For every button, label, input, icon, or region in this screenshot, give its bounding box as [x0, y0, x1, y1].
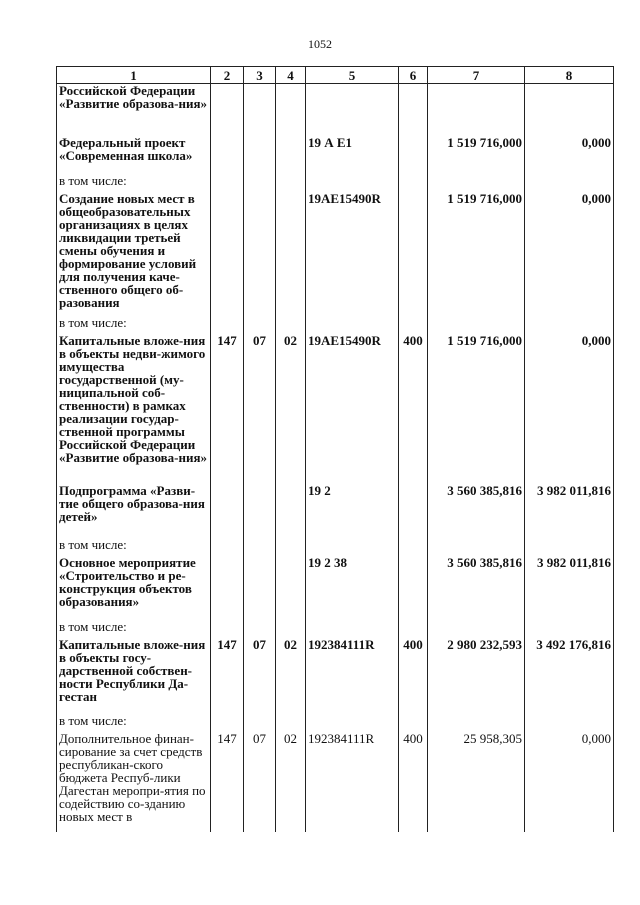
cell-col8 [525, 620, 614, 638]
cell-col6: 400 [399, 334, 428, 484]
cell-col8 [525, 316, 614, 334]
cell-col2 [211, 556, 244, 620]
column-header: 7 [428, 67, 525, 84]
cell-col8: 3 982 011,816 [525, 556, 614, 620]
cell-col4 [276, 714, 306, 732]
column-header: 5 [306, 67, 399, 84]
cell-col2 [211, 316, 244, 334]
cell-col6 [399, 484, 428, 538]
cell-col8: 3 492 176,816 [525, 638, 614, 714]
cell-col5 [306, 84, 399, 136]
column-header: 8 [525, 67, 614, 84]
row-name: в том числе: [57, 316, 211, 334]
cell-col3: 07 [244, 732, 276, 832]
cell-col5: 192384111R [306, 638, 399, 714]
cell-col2 [211, 484, 244, 538]
table-row [57, 316, 614, 334]
cell-col5: 192384111R [306, 732, 399, 832]
cell-col5: 19AE15490R [306, 192, 399, 316]
column-header: 4 [276, 67, 306, 84]
cell-col4: 02 [276, 334, 306, 484]
cell-col8: 0,000 [525, 334, 614, 484]
table-row [57, 732, 614, 832]
row-name: Капитальные вложе-ния в объекты госу-дарственной собствен-ности Республики Да-гестан [57, 638, 211, 714]
cell-col8: 0,000 [525, 192, 614, 316]
cell-col5: 19 А Е1 [306, 136, 399, 174]
cell-col6 [399, 556, 428, 620]
cell-col8 [525, 538, 614, 556]
cell-col2 [211, 714, 244, 732]
cell-col3 [244, 136, 276, 174]
cell-col8: 3 982 011,816 [525, 484, 614, 538]
cell-col4 [276, 192, 306, 316]
budget-table [56, 66, 614, 832]
cell-col7 [428, 620, 525, 638]
cell-col2 [211, 620, 244, 638]
cell-col6 [399, 192, 428, 316]
cell-col3 [244, 620, 276, 638]
cell-col4 [276, 174, 306, 192]
column-header: 3 [244, 67, 276, 84]
cell-col7: 1 519 716,000 [428, 136, 525, 174]
cell-col3 [244, 556, 276, 620]
cell-col6: 400 [399, 732, 428, 832]
table-row [57, 638, 614, 714]
cell-col2 [211, 538, 244, 556]
row-name: в том числе: [57, 174, 211, 192]
cell-col3: 07 [244, 334, 276, 484]
cell-col3 [244, 84, 276, 136]
table-row [57, 136, 614, 174]
row-name: Дополнительное финан-сирование за счет средств республикан-ского бюджета Респуб-лики Дагестан меропри-ятия по содействию со-зданию новых мест в [57, 732, 211, 832]
cell-col5 [306, 620, 399, 638]
cell-col4 [276, 484, 306, 538]
table-row [57, 484, 614, 538]
cell-col8 [525, 714, 614, 732]
cell-col3 [244, 538, 276, 556]
cell-col6 [399, 174, 428, 192]
cell-col7: 3 560 385,816 [428, 484, 525, 538]
cell-col3 [244, 714, 276, 732]
cell-col4: 02 [276, 638, 306, 714]
cell-col6 [399, 84, 428, 136]
cell-col7: 25 958,305 [428, 732, 525, 832]
row-name: Подпрограмма «Разви-тие общего образова-ния детей» [57, 484, 211, 538]
cell-col4 [276, 316, 306, 334]
row-name: Федеральный проект «Современная школа» [57, 136, 211, 174]
row-name: Создание новых мест в общеобразовательных организациях в целях ликвидации третьей смены обучения и формирование условий для получения каче-ственного общего об-разования [57, 192, 211, 316]
cell-col6: 400 [399, 638, 428, 714]
cell-col6 [399, 620, 428, 638]
row-name: Российской Федерации «Развитие образова-ния» [57, 84, 211, 136]
cell-col4 [276, 556, 306, 620]
cell-col3 [244, 316, 276, 334]
header-row [57, 67, 614, 84]
row-name: в том числе: [57, 620, 211, 638]
cell-col2 [211, 174, 244, 192]
cell-col7 [428, 316, 525, 334]
cell-col7: 1 519 716,000 [428, 334, 525, 484]
cell-col7 [428, 538, 525, 556]
row-name: в том числе: [57, 714, 211, 732]
cell-col3 [244, 484, 276, 538]
cell-col5: 19 2 [306, 484, 399, 538]
table-row [57, 620, 614, 638]
table-row [57, 334, 614, 484]
cell-col7 [428, 714, 525, 732]
cell-col6 [399, 136, 428, 174]
cell-col6 [399, 714, 428, 732]
cell-col7 [428, 84, 525, 136]
cell-col3 [244, 192, 276, 316]
cell-col8: 0,000 [525, 732, 614, 832]
table-row [57, 174, 614, 192]
cell-col5 [306, 174, 399, 192]
cell-col5 [306, 714, 399, 732]
cell-col6 [399, 316, 428, 334]
row-name: в том числе: [57, 538, 211, 556]
cell-col2: 147 [211, 334, 244, 484]
column-header: 2 [211, 67, 244, 84]
cell-col5: 19AE15490R [306, 334, 399, 484]
table-row [57, 538, 614, 556]
cell-col5: 19 2 38 [306, 556, 399, 620]
cell-col4 [276, 84, 306, 136]
table-row [57, 192, 614, 316]
cell-col2: 147 [211, 732, 244, 832]
table-row [57, 714, 614, 732]
column-header: 6 [399, 67, 428, 84]
cell-col5 [306, 538, 399, 556]
row-name: Капитальные вложе-ния в объекты недви-жимого имущества государственной (му-ниципальной соб-ственности) в рамках реализации государ-ственной программы Российской Федерации «Развитие образова-ния» [57, 334, 211, 484]
table-row [57, 556, 614, 620]
cell-col7: 2 980 232,593 [428, 638, 525, 714]
column-header: 1 [57, 67, 211, 84]
cell-col8 [525, 84, 614, 136]
cell-col4 [276, 136, 306, 174]
table-row [57, 84, 614, 136]
cell-col4 [276, 538, 306, 556]
cell-col2: 147 [211, 638, 244, 714]
row-name: Основное мероприятие «Строительство и ре-конструкция объектов образования» [57, 556, 211, 620]
cell-col8 [525, 174, 614, 192]
cell-col3: 07 [244, 638, 276, 714]
cell-col5 [306, 316, 399, 334]
cell-col7 [428, 174, 525, 192]
cell-col4 [276, 620, 306, 638]
cell-col2 [211, 136, 244, 174]
cell-col8: 0,000 [525, 136, 614, 174]
cell-col4: 02 [276, 732, 306, 832]
cell-col7: 1 519 716,000 [428, 192, 525, 316]
cell-col2 [211, 192, 244, 316]
cell-col6 [399, 538, 428, 556]
cell-col2 [211, 84, 244, 136]
page-number: 1052 [308, 37, 332, 51]
cell-col7: 3 560 385,816 [428, 556, 525, 620]
cell-col3 [244, 174, 276, 192]
